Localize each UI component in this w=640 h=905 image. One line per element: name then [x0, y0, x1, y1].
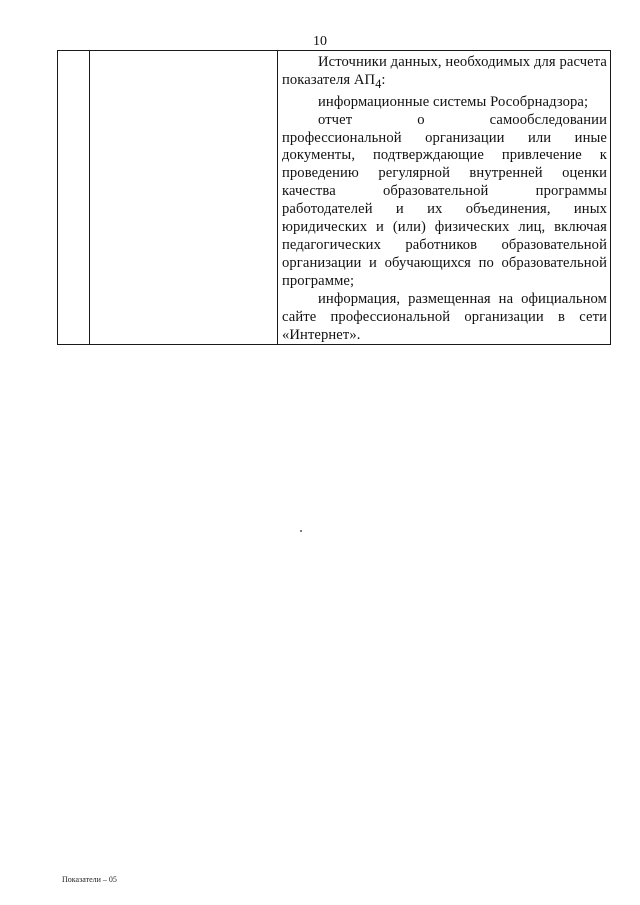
footer-label: Показатели – 05 — [62, 875, 117, 884]
sources-intro-colon: : — [381, 71, 386, 88]
source-item-information-systems: информационные системы Рособрнадзора; — [318, 93, 589, 110]
source-item-self-examination-report: отчет о самообследовании профессиональной организации или иные документы, подтверждающие привлечение к проведению регулярной внутренней оценки качества образовательной программы работодателей и их объединения, иных юридических и (или) физических лиц, включая педагогических работников образовательной организации и обучающихся по образовательной программе; — [282, 111, 607, 289]
indicator-subscript: 4 — [375, 76, 382, 91]
scan-speck — [300, 530, 302, 532]
sources-intro-paragraph — [282, 54, 607, 94]
table-cell-indicator — [90, 51, 278, 345]
source-item-official-website: информация, размещенная на официальном сайте профессиональной организации в сети «Интернет». — [282, 290, 607, 343]
table-cell-number — [58, 51, 90, 345]
table-row — [58, 51, 611, 345]
data-sources-text — [278, 51, 610, 344]
page-number: 10 — [313, 34, 327, 49]
table-cell-data-sources — [278, 51, 611, 345]
sources-intro-text: Источники данных, необходимых для расчета показателя АП — [282, 54, 607, 88]
document-table — [57, 50, 611, 345]
